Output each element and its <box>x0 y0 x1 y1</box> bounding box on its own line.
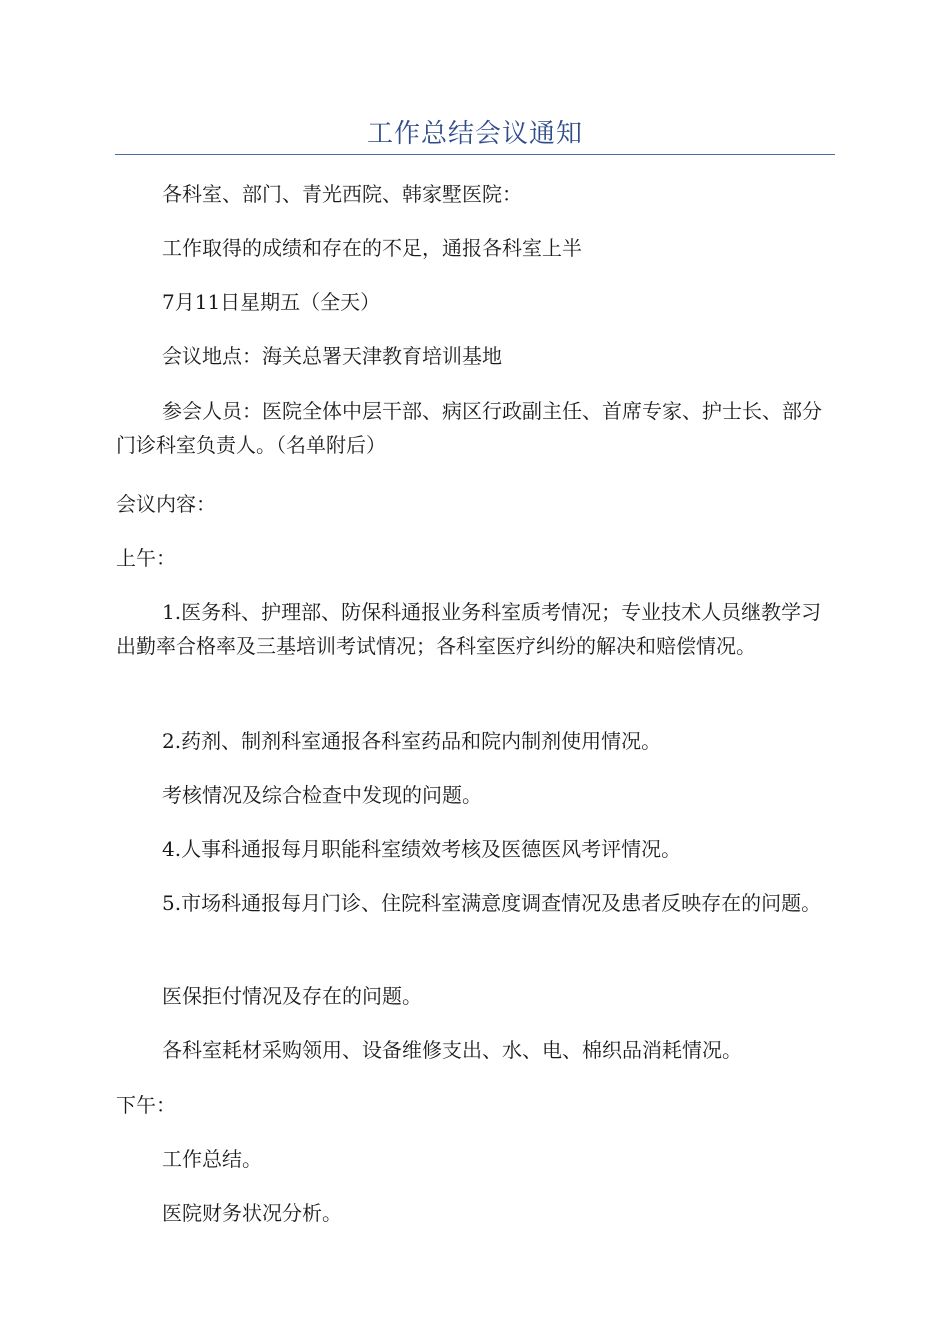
document-title: 工作总结会议通知 <box>366 119 583 149</box>
paragraph-item-6: 医保拒付情况及存在的问题。 <box>162 984 422 1008</box>
paragraph-date: 7月11日星期五（全天） <box>162 290 381 314</box>
paragraph-afternoon-heading: 下午： <box>116 1093 176 1117</box>
paragraph-item-2: 2.药剂、制剂科室通报各科室药品和院内制剂使用情况。 <box>162 729 662 753</box>
paragraph-item-4: 4.人事科通报每月职能科室绩效考核及医德医风考评情况。 <box>162 837 682 861</box>
paragraph-purpose: 工作取得的成绩和存在的不足，通报各科室上半 <box>162 236 582 260</box>
paragraph-addressees: 各科室、部门、青光西院、韩家墅医院： <box>162 182 522 206</box>
paragraph-afternoon-item-1: 工作总结。 <box>162 1147 262 1171</box>
paragraph-content-heading: 会议内容： <box>116 492 216 516</box>
paragraph-item-7: 各科室耗材采购领用、设备维修支出、水、电、棉织品消耗情况。 <box>162 1038 742 1062</box>
paragraph-morning-heading: 上午： <box>116 546 176 570</box>
title-underline <box>115 154 835 155</box>
paragraph-item-3: 考核情况及综合检查中发现的问题。 <box>162 783 482 807</box>
paragraph-afternoon-item-2: 医院财务状况分析。 <box>162 1201 342 1225</box>
paragraph-location: 会议地点：海关总署天津教育培训基地 <box>162 344 502 368</box>
paragraph-item-5: 5.市场科通报每月门诊、住院科室满意度调查情况及患者反映存在的问题。 <box>162 891 822 915</box>
paragraph-attendees: 参会人员：医院全体中层干部、病区行政副主任、首席专家、护士长、部分门诊科室负责人。（名单附后） <box>116 399 822 457</box>
paragraph-item-1: 1.医务科、护理部、防保科通报业务科室质考情况；专业技术人员继教学习出勤率合格率及三基培训考试情况；各科室医疗纠纷的解决和赔偿情况。 <box>116 600 822 658</box>
